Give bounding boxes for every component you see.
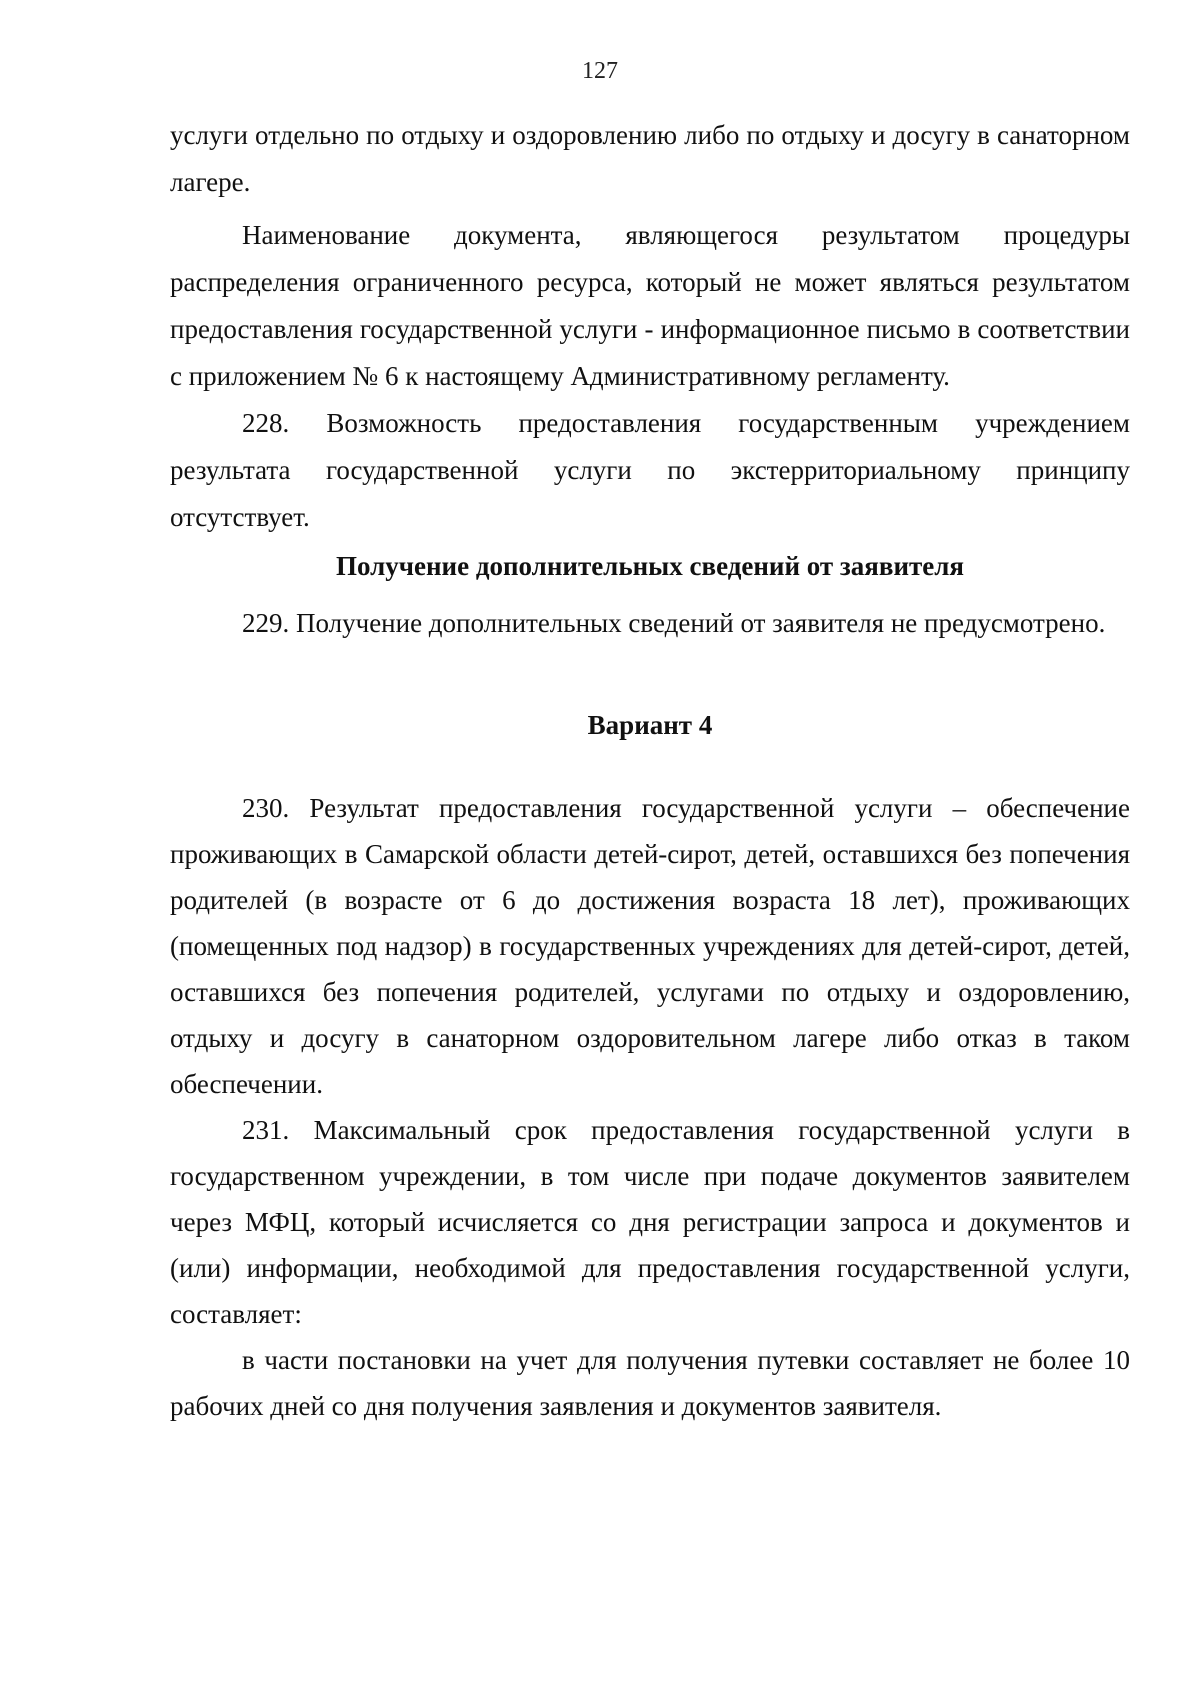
- document-body: [170, 112, 1130, 1429]
- page-number: 127: [582, 58, 618, 84]
- section-heading-variant-4: Вариант 4: [587, 710, 713, 740]
- paragraph-document-name: Наименование документа, являющегося результатом процедуры распределения ограниченного ресурса, который не может являться результатом предоставления государственной услуги - информационное письмо в соответствии с приложением № 6 к настоящему Административному регламенту.: [170, 220, 1130, 391]
- paragraph-228: 228. Возможность предоставления государственным учреждением результата государственной услуги по экстерриториальному принципу отсутствует.: [170, 408, 1130, 532]
- paragraph-231: 231. Максимальный срок предоставления государственной услуги в государственном учреждении, в том числе при подаче документов заявителем через МФЦ, который исчисляется со дня регистрации запроса и документов и (или) информации, необходимой для предоставления государственной услуги, составляет:: [170, 1115, 1130, 1329]
- section-heading-additional-info: Получение дополнительных сведений от заявителя: [335, 551, 965, 581]
- paragraph-229: 229. Получение дополнительных сведений от заявителя не предусмотрено.: [242, 608, 1106, 638]
- paragraph-registration-term: в части постановки на учет для получения путевки составляет не более 10 рабочих дней со дня получения заявления и документов заявителя.: [170, 1345, 1130, 1421]
- paragraph-continuation: услуги отдельно по отдыху и оздоровлению либо по отдыху и досугу в санаторном лагере.: [170, 120, 1130, 197]
- paragraph-230: 230. Результат предоставления государственной услуги – обеспечение проживающих в Самарской области детей-сирот, детей, оставшихся без попечения родителей (в возрасте от 6 до достижения возраста 18 лет), проживающих (помещенных под надзор) в государственных учреждениях для детей-сирот, детей, оставшихся без попечения родителей, услугами по отдыху и оздоровлению, отдыху и досугу в санаторном оздоровительном лагере либо отказ в таком обеспечении.: [170, 793, 1130, 1099]
